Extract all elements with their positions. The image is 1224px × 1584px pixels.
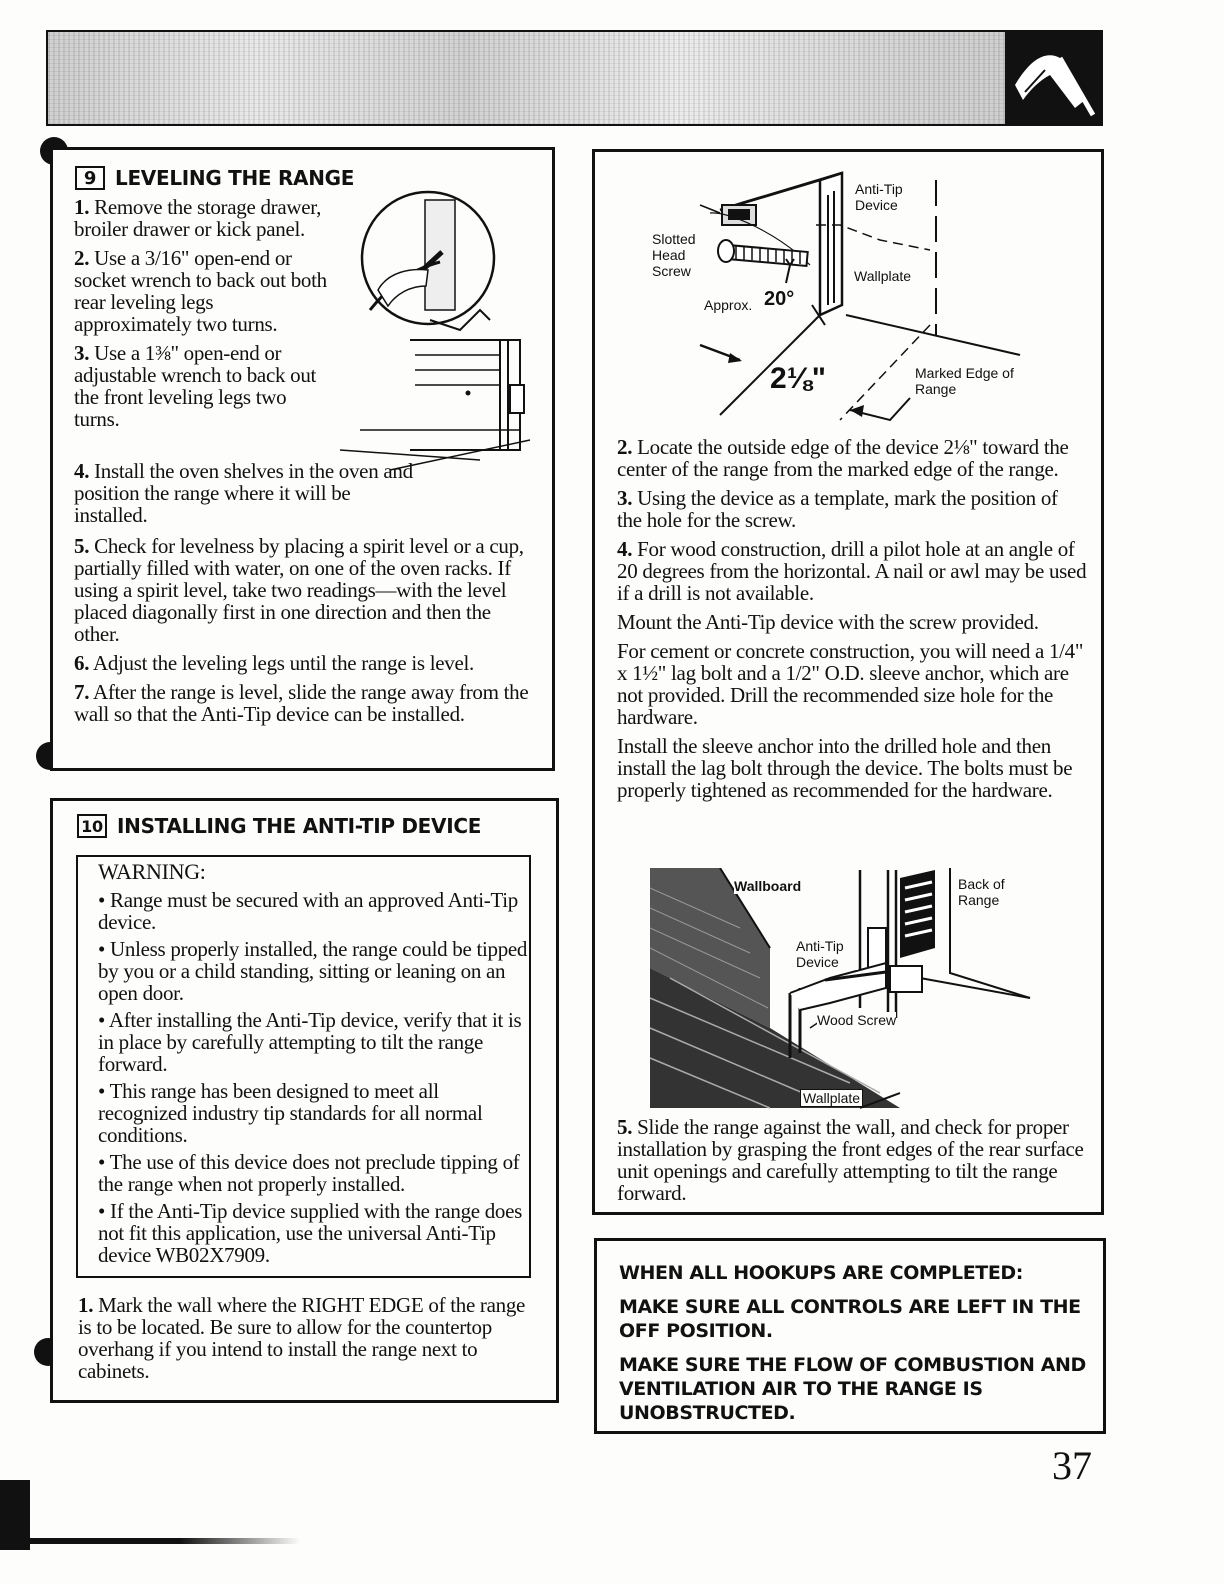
warning-item: • The use of this device does not preclude tipping of the range when not properly installed.	[98, 1150, 520, 1196]
bullet-icon: •	[98, 1199, 111, 1223]
bullet-icon: •	[98, 1150, 110, 1174]
leveling-illustration	[330, 190, 540, 490]
warning-box	[76, 855, 531, 1278]
label-wallboard: Wallboard	[734, 878, 802, 894]
bullet-icon: •	[98, 1079, 110, 1103]
label-angle: 20°	[764, 288, 795, 310]
step-9-1: 1. Remove the storage drawer, broiler drawer or kick panel.	[74, 195, 322, 241]
screwdriver-hand-icon	[1005, 30, 1103, 126]
warning-item: • This range has been designed to meet all recognized industry tip standards for all normal conditions.	[98, 1079, 483, 1147]
step-right-2: 2. Locate the outside edge of the device 2⅛" toward the center of the range from the marked edge of the range.	[617, 435, 1069, 481]
label-approx: Approx.	[704, 297, 753, 313]
label-wallplate-bottom: Wallplate	[800, 1089, 863, 1107]
step-right-3: 3. Using the device as a template, mark the position of the hole for the screw.	[617, 486, 1058, 532]
paragraph-mount: Mount the Anti-Tip device with the screw provided.	[617, 610, 1039, 634]
step-9-4: 4. Install the oven shelves in the oven and position the range where it will be installed.	[74, 459, 413, 527]
binder-edge-line	[0, 1538, 300, 1544]
hookups-line-2: MAKE SURE ALL CONTROLS ARE LEFT IN THE OFF POSITION.	[619, 1296, 1081, 1342]
section-10-step-1	[78, 1294, 538, 1389]
label-anti-tip-device-bottom: Anti-Tip Device	[796, 938, 858, 970]
label-slotted-head-screw: Slotted Head Screw	[652, 231, 696, 279]
header-tab	[1005, 30, 1103, 126]
label-wallplate: Wallplate	[854, 268, 912, 284]
step-right-5: 5. Slide the range against the wall, and check for proper installation by grasping the front edges of the rear surface unit openings and carefully attempting to tilt the range forward.	[617, 1115, 1084, 1205]
warning-item: • If the Anti-Tip device supplied with the range does not fit this application, use the universal Anti-Tip device WB02X7909.	[98, 1199, 523, 1267]
warning-item: • Unless properly installed, the range could be tipped by you or a child standing, sitting or leaning on an open door.	[98, 937, 528, 1005]
section-9-heading	[75, 166, 354, 190]
step-9-3: 3. Use a 1⅜" open-end or adjustable wrench to back out the front leveling legs two turns.	[74, 341, 317, 431]
label-wood-screw: Wood Screw	[817, 1012, 897, 1028]
warning-heading: WARNING:	[98, 859, 206, 884]
section-10-heading	[77, 814, 481, 838]
bullet-icon: •	[98, 888, 111, 912]
paragraph-concrete: For cement or concrete construction, you will need a 1/4" x 1½" lag bolt and a 1/2" O.D. sleeve anchor, which are not provided. Drill the recommended size hole for the hardware.	[617, 639, 1084, 729]
step-right-4: 4. For wood construction, drill a pilot hole at an angle of 20 degrees from the horizontal. A nail or awl may be used if a drill is not available.	[617, 537, 1087, 605]
section-10-number: 10	[77, 814, 107, 838]
right-step-5	[617, 1116, 1087, 1211]
page-number: 37	[1052, 1443, 1092, 1488]
hookups-box	[594, 1238, 1106, 1434]
step-10-1: 1. Mark the wall where the RIGHT EDGE of the range is to be located. Be sure to allow for the countertop overhang if you intend to install the range next to cabinets.	[78, 1293, 526, 1383]
bullet-icon: •	[98, 1008, 109, 1032]
section-9-step-4	[74, 460, 414, 533]
label-back-of-range: Back of Range	[958, 876, 1005, 908]
section-9-steps-narrow	[74, 196, 334, 437]
step-9-2: 2. Use a 3/16" open-end or socket wrench to back out both rear leveling legs approximately two turns.	[74, 246, 327, 336]
warning-item: • Range must be secured with an approved Anti-Tip device.	[98, 888, 518, 934]
hookups-line-3: MAKE SURE THE FLOW OF COMBUSTION AND VENTILATION AIR TO THE RANGE IS UNOBSTRUCTED.	[619, 1354, 1086, 1424]
section-9-steps-wide	[74, 535, 539, 732]
label-anti-tip-device: Anti-Tip Device	[855, 181, 903, 213]
step-9-6: 6. Adjust the leveling legs until the range is level.	[74, 651, 474, 675]
step-9-7: 7. After the range is level, slide the range away from the wall so that the Anti-Tip device can be installed.	[74, 680, 529, 726]
right-steps	[617, 436, 1087, 808]
paragraph-sleeve-anchor: Install the sleeve anchor into the drilled hole and then install the lag bolt through the device. The bolts must be properly tightened as recommended for the hardware.	[617, 734, 1073, 802]
section-10-title: INSTALLING THE ANTI-TIP DEVICE	[117, 814, 482, 838]
section-9-number: 9	[75, 166, 105, 190]
step-9-5: 5. Check for levelness by placing a spirit level or a cup, partially filled with water, on one of the oven racks. If using a spirit level, take two readings—with the level placed diagonally first in one direction and then the other.	[74, 534, 524, 646]
label-dimension: 2⅛"	[770, 362, 826, 395]
warning-item: • After installing the Anti-Tip device, verify that it is in place by carefully attempting to tilt the range forward.	[98, 1008, 522, 1076]
bullet-icon: •	[98, 937, 111, 961]
hookups-line-1: WHEN ALL HOOKUPS ARE COMPLETED:	[619, 1262, 1023, 1284]
section-9-title: LEVELING THE RANGE	[115, 166, 355, 190]
label-marked-edge: Marked Edge of Range	[915, 365, 1014, 397]
header-banner	[46, 30, 1103, 126]
